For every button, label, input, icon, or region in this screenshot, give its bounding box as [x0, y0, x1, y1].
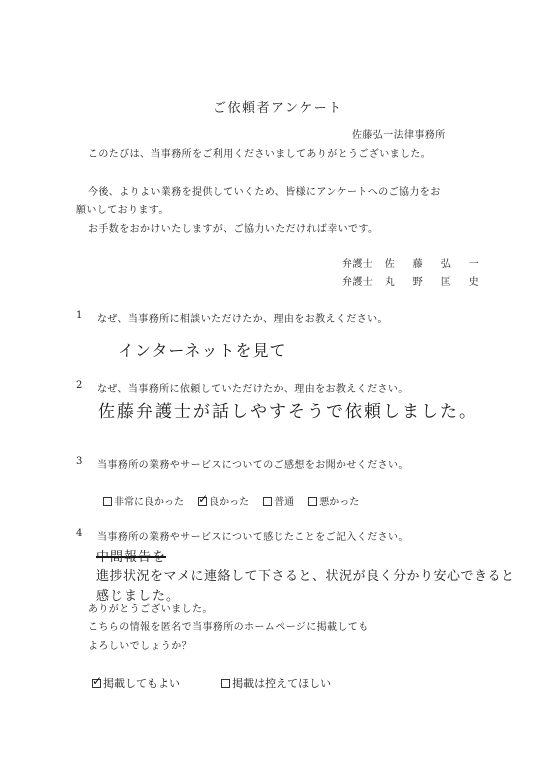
- check-mark-icon: ✓: [198, 492, 209, 506]
- q3-option-good[interactable]: ✓ 良かった: [198, 492, 250, 508]
- checkbox-checked[interactable]: [92, 674, 103, 688]
- intro-line-1: 今後、よりよい業務を提供していくため、皆様にアンケートへのご協力をお: [88, 187, 441, 198]
- q3-option-normal[interactable]: 普通: [263, 497, 294, 508]
- intro-line-3: お手数をおかけいたしますが、ご協力いただければ幸いです。: [88, 224, 379, 235]
- lawyer-2-role: 弁護士: [342, 277, 374, 288]
- question-1-text: なぜ、当事務所に相談いただけたか、理由をお教えください。: [97, 314, 388, 325]
- answer-2-handwritten: 佐藤弁護士が話しやすそうで依頼しました。: [98, 402, 478, 422]
- lawyer-1-name-char: 佐: [384, 259, 396, 270]
- check-mark-icon: ✓: [92, 674, 103, 688]
- checkbox-checked[interactable]: [198, 492, 209, 506]
- lawyer-1-name-char: 弘: [440, 259, 452, 270]
- checkbox[interactable]: [308, 497, 317, 506]
- intro-line-2: 願いしております。: [76, 205, 169, 216]
- checkbox[interactable]: [221, 679, 230, 688]
- question-2-text: なぜ、当事務所に依頼していただけたか、理由をお教えください。: [97, 384, 409, 395]
- greeting-text: このたびは、当事務所をご利用くださいましてありがとうございました。: [88, 149, 432, 160]
- lawyer-1-role: 弁護士: [342, 259, 374, 270]
- question-3-number: 3: [76, 456, 83, 467]
- q3-option-very-good[interactable]: 非常に良かった: [103, 497, 184, 508]
- lawyer-1-name-char: 一: [468, 259, 480, 270]
- lawyer-2-name-char: 匡: [440, 277, 452, 288]
- lawyer-1-name-char: 藤: [412, 259, 424, 270]
- thanks-text: ありがとうございました。: [88, 604, 213, 615]
- lawyer-2-name-char: 史: [468, 277, 480, 288]
- publish-question-line-1: こちらの情報を匿名で当事務所のホームページに掲載しても: [88, 622, 369, 633]
- checkbox[interactable]: [263, 497, 272, 506]
- lawyer-2: [342, 273, 479, 288]
- question-4-text: 当事務所の業務やサービスについて感じたことをご記入ください。: [97, 532, 409, 543]
- lawyer-2-name-char: 丸: [384, 277, 396, 288]
- answer-4-line-1: 進捗状況をマメに連絡して下さると、状況が良く分かり安心できると: [96, 569, 515, 584]
- firm-name: 佐藤弘一法律事務所: [352, 130, 446, 141]
- question-1-number: 1: [76, 310, 83, 321]
- question-3-text: 当事務所の業務やサービスについてのご感想をお聞かせください。: [97, 460, 409, 471]
- publish-question-line-2: よろしいでしょうか？: [88, 641, 192, 652]
- answer-4-struck-text: 中間報告を: [96, 550, 167, 565]
- page-title: ご依頼者アンケート: [213, 101, 343, 116]
- publish-option-ok[interactable]: ✓ 掲載してもよい: [92, 674, 180, 690]
- lawyer-2-name-char: 野: [412, 277, 424, 288]
- question-2-number: 2: [76, 380, 83, 391]
- answer-1-handwritten: インターネットを見て: [118, 341, 287, 360]
- checkbox[interactable]: [103, 497, 112, 506]
- question-4-number: 4: [76, 528, 83, 539]
- publish-option-decline[interactable]: 掲載は控えてほしい: [221, 677, 331, 690]
- lawyer-1: [342, 255, 479, 270]
- q3-option-bad[interactable]: 悪かった: [308, 497, 359, 508]
- publish-options: [92, 672, 340, 691]
- q3-options: [103, 490, 368, 509]
- answer-4-line-2: 感じました。: [96, 589, 181, 604]
